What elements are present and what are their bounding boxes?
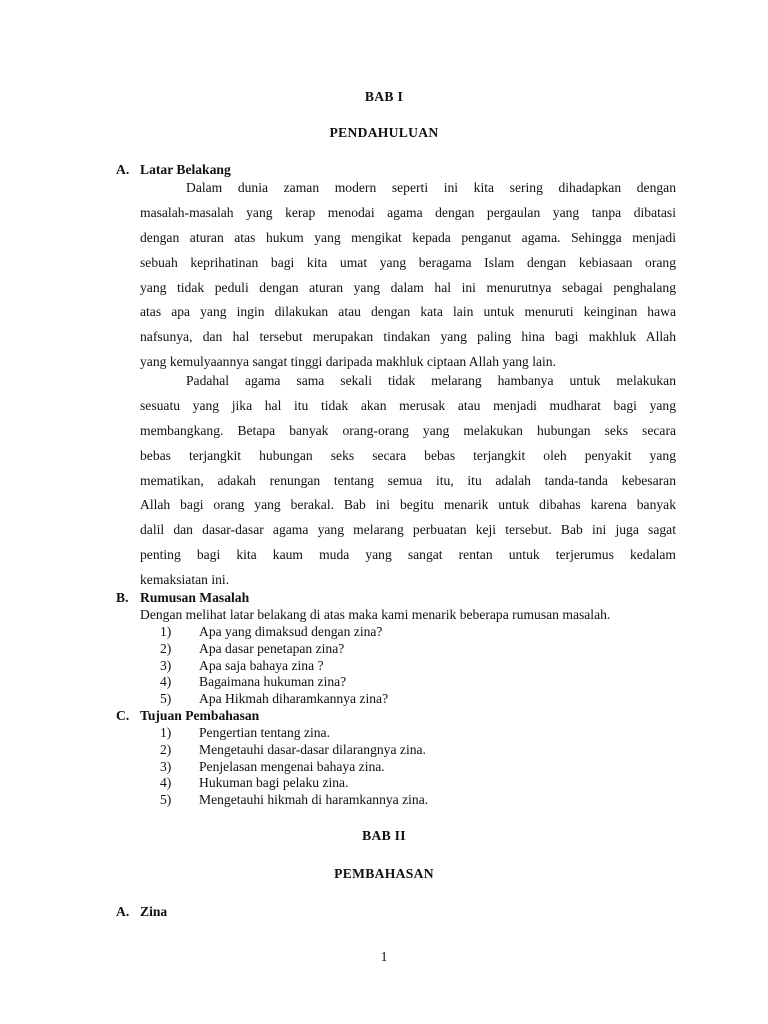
paragraph-line: dengan aturan atas hukum yang mengikat kepada penganut agama. Sehingga menjadi: [140, 229, 676, 245]
section-c-heading: [116, 708, 259, 724]
list-text: Hukuman bagi pelaku zina.: [199, 775, 349, 791]
chapter-2-section-a-title: Zina: [140, 904, 168, 919]
paragraph-line: yang tidak peduli dengan aturan yang dalam hal ini menurutnya sebagai penghalang: [140, 279, 676, 295]
chapter-2-heading: BAB II: [362, 828, 406, 843]
paragraph-line: sebuah keprihatinan bagi kita umat yang beragama Islam dengan kebiasaan orang: [140, 254, 676, 270]
list-number: 2): [160, 640, 172, 656]
list-text: Pengertian tentang zina.: [199, 725, 330, 740]
paragraph-line: dalil dan dasar-dasar agama yang melarang perbuatan keji tersebut. Bab ini juga sagat: [140, 522, 676, 538]
list-text: Apa yang dimaksud dengan zina?: [199, 624, 383, 639]
paragraph-line: atas apa yang ingin dilakukan atau dengan kata lain untuk menuruti keinginan hawa: [140, 304, 676, 320]
list-text: Bagaimana hukuman zina?: [199, 674, 347, 690]
section-c-letter: C.: [116, 708, 130, 723]
paragraph-line: membangkang. Betapa banyak orang-orang yang melakukan hubungan seks secara: [140, 422, 676, 438]
list-text: Apa dasar penetapan zina?: [199, 640, 345, 656]
list-number: 1): [160, 624, 172, 639]
paragraph-line: Dalam dunia zaman modern seperti ini kita sering dihadapkan dengan: [186, 180, 676, 195]
section-b-heading: [116, 590, 249, 606]
chapter-2-title: PEMBAHASAN: [334, 866, 434, 881]
section-a-title: Latar Belakang: [140, 162, 231, 177]
section-b-title: Rumusan Masalah: [140, 590, 250, 605]
list-text: Apa saja bahaya zina ?: [199, 657, 324, 673]
list-number: 4): [160, 674, 172, 690]
problem-statement-intro: Dengan melihat latar belakang di atas maka kami menarik beberapa rumusan masalah.: [140, 607, 611, 622]
paragraph-line: nafsunya, dan hal tersebut merupakan tindakan yang paling hina bagi makhluk Allah: [140, 329, 676, 345]
paragraph-line: sesuatu yang jika hal itu tidak akan merusak atau menjadi mudharat bagi yang: [140, 397, 676, 413]
list-number: 2): [160, 741, 172, 757]
list-number: 1): [160, 725, 172, 740]
paragraph-line: mematikan, adakah renungan tentang semua itu, itu adalah tanda-tanda kebesaran: [140, 472, 676, 488]
chapter-1-heading: BAB I: [364, 89, 404, 104]
background-paragraph-2: [140, 369, 676, 593]
list-number: 3): [160, 657, 172, 673]
list-text: Penjelasan mengenai bahaya zina.: [199, 758, 385, 774]
paragraph-line: penting bagi kita kaum muda yang sangat rentan untuk terjerumus kedalam: [140, 547, 676, 563]
list-text: Apa Hikmah diharamkannya zina?: [199, 691, 389, 707]
section-b-letter: B.: [116, 590, 129, 605]
list-number: 3): [160, 758, 172, 774]
paragraph-line: bebas terjangkit hubungan seks secara bebas terjangkit oleh penyakit yang: [140, 447, 676, 463]
chapter-2-section-a-heading: [116, 904, 167, 920]
list-number: 5): [160, 792, 172, 808]
list-text: Mengetauhi dasar-dasar dilarangnya zina.: [199, 741, 426, 757]
chapter-2-section-a-letter: A.: [116, 904, 130, 919]
list-text: Mengetauhi hikmah di haramkannya zina.: [199, 792, 429, 808]
paragraph-line: Padahal agama sama sekali tidak melarang hambanya untuk melakukan: [186, 373, 676, 388]
paragraph-line: Allah bagi orang yang berakal. Bab ini begitu menarik untuk dibahas karena banyak: [140, 497, 676, 513]
paragraph-line: masalah-masalah yang kerap menodai agama dengan pergaulan yang tanpa dibatasi: [140, 204, 676, 220]
background-paragraph-1: [140, 176, 676, 375]
paragraph-line: kemaksiatan ini.: [140, 572, 230, 588]
chapter-1-title: PENDAHULUAN: [329, 125, 439, 140]
page-number: 1: [380, 949, 388, 964]
section-a-letter: A.: [116, 162, 130, 177]
paragraph-line: yang kemulyaannya sangat tinggi daripada makhluk ciptaan Allah yang lain.: [140, 354, 556, 370]
section-c-title: Tujuan Pembahasan: [140, 708, 260, 723]
list-number: 4): [160, 775, 172, 791]
list-number: 5): [160, 691, 172, 707]
